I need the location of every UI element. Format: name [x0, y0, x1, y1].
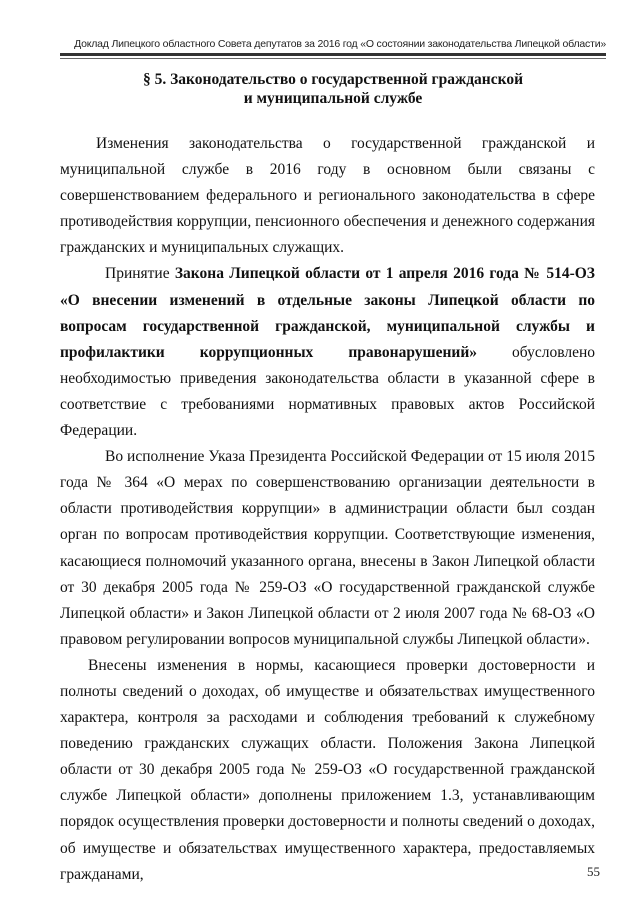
document-body	[60, 131, 595, 888]
page-number: 55	[587, 864, 600, 879]
paragraph-2-lead: Принятие	[105, 265, 175, 283]
paragraph-4: Внесены изменения в нормы, касающиеся проверки достоверности и полноты сведений о доходах, об имуществе и обязательствах имущественного характера, контроля за расходами и соблюдения требований к служебному поведению гражданских служащих области. Положения Закона Липецкой области от 30 декабря 2005 года № 259-ОЗ «О государственной гражданской службе Липецкой области» дополнены приложением 1.3, устанавливающим порядок осуществления проверки достоверности и полноты сведений о доходах, об имуществе и обязательствах имущественного характера, предоставляемых гражданами,	[60, 656, 595, 883]
paragraph-1: Изменения законодательства о государственной гражданской и муниципальной службе в 2016 году в основном были связаны с совершенствованием федерального и регионального законодательства в сфере противодействия коррупции, пенсионного обеспечения и денежного содержания гражданских и муниципальных служащих.	[60, 135, 595, 257]
paragraph-3: Во исполнение Указа Президента Российской Федерации от 15 июля 2015 года № 364 «О мерах по совершенствованию организации деятельности в области противодействия коррупции» в администрации области был создан орган по вопросам противодействия коррупции. Соответствующие изменения, касающиеся полномочий указанного органа, внесены в Закон Липецкой области от 30 декабря 2005 года № 259-ОЗ «О государственной гражданской службе Липецкой области» и Закон Липецкой области от 2 июля 2007 года № 68-ОЗ «О правовом регулировании вопросов муниципальной службы Липецкой области».	[60, 448, 595, 648]
header-rule-thin	[60, 58, 606, 59]
paragraph-2-tail: обусловлено необходимостью приведения законодательства области в указанной сфере в соответствие с требованиями нормативных правовых актов Российской Федерации.	[60, 343, 595, 440]
section-title-line-2: и муниципальной службе	[243, 90, 423, 107]
header-rule	[60, 53, 606, 56]
section-title	[60, 70, 606, 108]
section-title-line-1: § 5. Законодательство о государственной гражданской	[142, 71, 524, 88]
running-header: Доклад Липецкого областного Совета депутатов за 2016 год «О состоянии законодательства Липецкой области»	[74, 38, 606, 50]
paragraph-2	[60, 261, 595, 444]
law-title-bold: Закона Липецкой области от 1 апреля 2016 года № 514-ОЗ «О внесении изменений в отдельные законы Липецкой области по вопросам государственной гражданской, муниципальной службы и профилактики коррупционных правонарушений»	[60, 265, 595, 361]
